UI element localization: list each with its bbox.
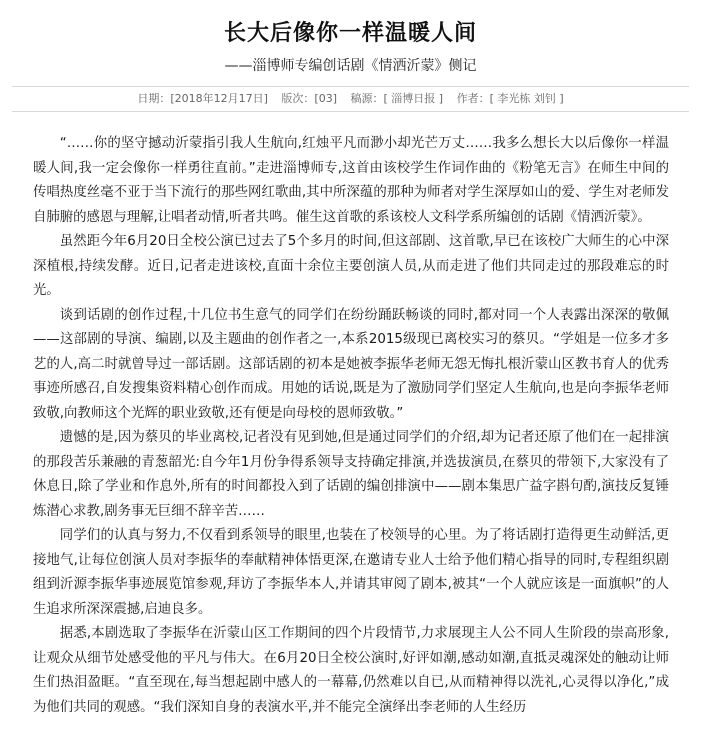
paragraph: 谈到话剧的创作过程,十几位书生意气的同学们在纷纷踊跃畅谈的同时,都对同一个人表露出深深的敬佩——这部剧的导演、编剧,以及主题曲的创作者之一,本系2015级现已离校实习的蔡贝。“学姐是一位多才多艺的人,高二时就曾导过一部话剧。这部话剧的初本是她被李振华老师无怨无悔扎根沂蒙山区教书育人的优秀事迹所感召,自发搜集资料精心创作而成。用她的话说,既是为了激励同学们坚定人生航向,也是向李振华老师致敬,向教师这个光辉的职业致敬,还有便是向母校的恩师致敬。” [33,307,669,421]
article-subtitle: ——淄博师专编创话剧《情洒沂蒙》侧记 [224,58,477,74]
paragraph: 同学们的认真与努力,不仅看到系领导的眼里,也装在了校领导的心里。为了将话剧打造得更生动鲜活,更接地气,让每位创演人员对李振华的奉献精神体悟更深,在邀请专业人士给予他们精心指导的同时,专程组织剧组到沂源李振华事迹展览馆参观,拜访了李振华本人,并请其审阅了剧本,被其“一个人就应该是一面旗帜”的人生追求所深深震撼,启迪良多。 [33,528,669,617]
paragraph: “……你的坚守撼动沂蒙指引我人生航向,红烛平凡而渺小却光芒万丈……我多么想长大以后像你一样温暖人间,我一定会像你一样勇往直前。”走进淄博师专,这首由该校学生作词作曲的《粉笔无言》在师生中间的传唱热度丝毫不亚于当下流行的那些网红歌曲,其中所深蕴的那种为师者对学生深厚如山的爱、学生对老师发自肺腑的感恩与理解,让唱者动情,听者共鸣。催生这首歌的系该校人文科学系所编创的话剧《情洒沂蒙》。 [33,136,669,225]
article-meta-bar [12,86,689,112]
article-title: 长大后像你一样温暖人间 [223,21,477,46]
paragraph: 虽然距今年6月20日全校公演已过去了5个多月的时间,但这部剧、这首歌,早已在该校广大师生的心中深深植根,持续发酵。近日,记者走进该校,直面十余位主要创演人员,从而走进了他们共同走过的那段难忘的时光。 [33,234,669,298]
meta-source: 稿源：[ 淄博日报 ] [350,92,444,105]
paragraph: 遗憾的是,因为蔡贝的毕业离校,记者没有见到她,但是通过同学们的介绍,却为记者还原了他们在一起排演的那段苦乐兼融的青葱韶光:自今年1月份争得系领导支持确定排演,并选拔演员,在蔡贝的带领下,大家没有了休息日,除了学业和作息外,所有的时间都投入到了话剧的编创排演中——剧本集思广益字斟句酌,演技反复锤炼潜心求教,剧务事无巨细不辞辛苦…… [33,430,669,519]
meta-date: 日期：[2018年12月17日] [137,92,268,105]
paragraph: 据悉,本剧选取了李振华在沂蒙山区工作期间的四个片段情节,力求展现主人公不同人生阶段的崇高形象,让观众从细节处感受他的平凡与伟大。在6月20日全校公演时,好评如潮,感动如潮,直抵灵魂深处的触动让师生们热泪盈眶。“直至现在,每当想起剧中感人的一幕幕,仍然难以自已,从而精神得以洗礼,心灵得以净化,”成为他们共同的观感。“我们深知自身的表演水平,并不能完全演绎出李老师的人生经历 [33,626,669,715]
article-body [33,132,669,720]
meta-authors: 作者：[ 李光栋 刘钊 ] [456,92,564,105]
meta-edition: 版次：[03] [281,92,337,105]
